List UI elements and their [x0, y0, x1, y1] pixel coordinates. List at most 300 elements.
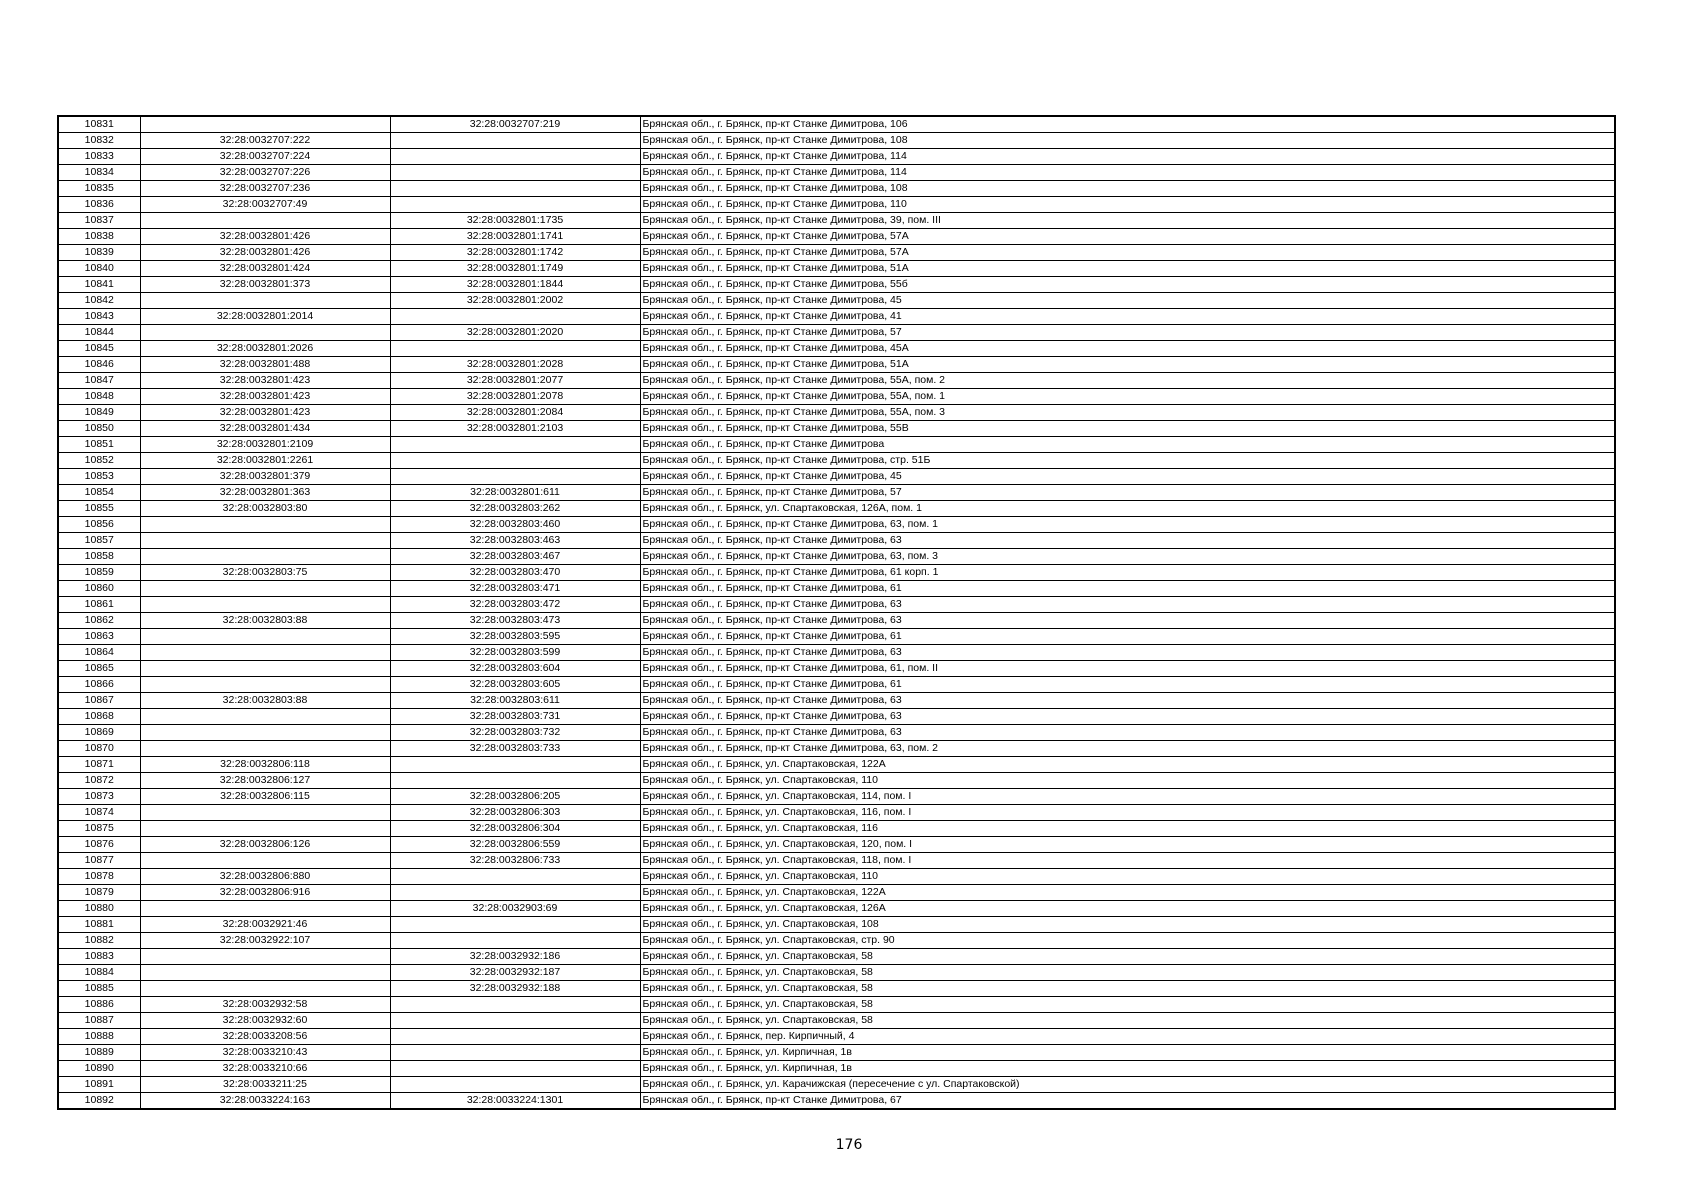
- row-number-cell: 10875: [58, 821, 140, 837]
- object-cadastral-cell: [390, 181, 640, 197]
- table-row: [58, 693, 1615, 709]
- address-cell: Брянская обл., г. Брянск, пр-кт Станке Димитрова, 55А, пом. 2: [640, 373, 1615, 389]
- address-cell: Брянская обл., г. Брянск, пр-кт Станке Димитрова, 108: [640, 133, 1615, 149]
- row-number-cell: 10862: [58, 613, 140, 629]
- row-number-cell: 10841: [58, 277, 140, 293]
- address-cell: Брянская обл., г. Брянск, ул. Спартаковская, 126А: [640, 901, 1615, 917]
- row-number-cell: 10874: [58, 805, 140, 821]
- row-number-cell: 10845: [58, 341, 140, 357]
- row-number-cell: 10880: [58, 901, 140, 917]
- address-cell: Брянская обл., г. Брянск, пр-кт Станке Димитрова, 51А: [640, 261, 1615, 277]
- object-cadastral-cell: [390, 1061, 640, 1077]
- object-cadastral-cell: 32:28:0032801:2084: [390, 405, 640, 421]
- row-number-cell: 10838: [58, 229, 140, 245]
- table-row: [58, 389, 1615, 405]
- land-plot-cadastral-cell: [140, 853, 390, 869]
- land-plot-cadastral-cell: 32:28:0032801:488: [140, 357, 390, 373]
- address-cell: Брянская обл., г. Брянск, ул. Спартаковская, 58: [640, 949, 1615, 965]
- row-number-cell: 10848: [58, 389, 140, 405]
- object-cadastral-cell: [390, 469, 640, 485]
- object-cadastral-cell: [390, 869, 640, 885]
- address-cell: Брянская обл., г. Брянск, пр-кт Станке Димитрова, 57А: [640, 245, 1615, 261]
- object-cadastral-cell: 32:28:0032932:188: [390, 981, 640, 997]
- row-number-cell: 10855: [58, 501, 140, 517]
- object-cadastral-cell: [390, 309, 640, 325]
- land-plot-cadastral-cell: 32:28:0032806:880: [140, 869, 390, 885]
- land-plot-cadastral-cell: [140, 581, 390, 597]
- table-row: [58, 821, 1615, 837]
- table-row: [58, 805, 1615, 821]
- object-cadastral-cell: [390, 1045, 640, 1061]
- row-number-cell: 10891: [58, 1077, 140, 1093]
- object-cadastral-cell: 32:28:0032803:732: [390, 725, 640, 741]
- object-cadastral-cell: 32:28:0032801:1741: [390, 229, 640, 245]
- object-cadastral-cell: 32:28:0032803:463: [390, 533, 640, 549]
- table-row: [58, 965, 1615, 981]
- row-number-cell: 10850: [58, 421, 140, 437]
- land-plot-cadastral-cell: [140, 965, 390, 981]
- address-cell: Брянская обл., г. Брянск, пр-кт Станке Димитрова, 114: [640, 149, 1615, 165]
- table-row: [58, 997, 1615, 1013]
- address-cell: Брянская обл., г. Брянск, пр-кт Станке Димитрова, 63, пом. 3: [640, 549, 1615, 565]
- row-number-cell: 10865: [58, 661, 140, 677]
- land-plot-cadastral-cell: [140, 325, 390, 341]
- object-cadastral-cell: 32:28:0032803:733: [390, 741, 640, 757]
- row-number-cell: 10831: [58, 116, 140, 133]
- address-cell: Брянская обл., г. Брянск, пр-кт Станке Димитрова, 63, пом. 2: [640, 741, 1615, 757]
- row-number-cell: 10854: [58, 485, 140, 501]
- land-plot-cadastral-cell: 32:28:0032806:115: [140, 789, 390, 805]
- land-plot-cadastral-cell: 32:28:0033210:66: [140, 1061, 390, 1077]
- table-row: [58, 229, 1615, 245]
- row-number-cell: 10858: [58, 549, 140, 565]
- table-row: [58, 917, 1615, 933]
- row-number-cell: 10851: [58, 437, 140, 453]
- row-number-cell: 10846: [58, 357, 140, 373]
- table-row: [58, 517, 1615, 533]
- row-number-cell: 10867: [58, 693, 140, 709]
- row-number-cell: 10877: [58, 853, 140, 869]
- row-number-cell: 10889: [58, 1045, 140, 1061]
- object-cadastral-cell: 32:28:0032806:559: [390, 837, 640, 853]
- land-plot-cadastral-cell: [140, 597, 390, 613]
- table-row: [58, 581, 1615, 597]
- object-cadastral-cell: 32:28:0032806:733: [390, 853, 640, 869]
- object-cadastral-cell: [390, 997, 640, 1013]
- row-number-cell: 10885: [58, 981, 140, 997]
- table-row: [58, 565, 1615, 581]
- row-number-cell: 10849: [58, 405, 140, 421]
- row-number-cell: 10873: [58, 789, 140, 805]
- object-cadastral-cell: 32:28:0032801:2078: [390, 389, 640, 405]
- land-plot-cadastral-cell: 32:28:0032801:426: [140, 245, 390, 261]
- row-number-cell: 10837: [58, 213, 140, 229]
- object-cadastral-cell: 32:28:0032803:605: [390, 677, 640, 693]
- object-cadastral-cell: 32:28:0032803:472: [390, 597, 640, 613]
- row-number-cell: 10881: [58, 917, 140, 933]
- address-cell: Брянская обл., г. Брянск, пр-кт Станке Димитрова, 45: [640, 469, 1615, 485]
- table-row: [58, 116, 1615, 133]
- row-number-cell: 10836: [58, 197, 140, 213]
- object-cadastral-cell: 32:28:0032806:205: [390, 789, 640, 805]
- table-row: [58, 757, 1615, 773]
- object-cadastral-cell: 32:28:0032803:731: [390, 709, 640, 725]
- address-cell: Брянская обл., г. Брянск, ул. Спартаковская, 110: [640, 773, 1615, 789]
- row-number-cell: 10882: [58, 933, 140, 949]
- address-cell: Брянская обл., г. Брянск, пр-кт Станке Димитрова, 57А: [640, 229, 1615, 245]
- row-number-cell: 10847: [58, 373, 140, 389]
- object-cadastral-cell: 32:28:0032801:2002: [390, 293, 640, 309]
- address-cell: Брянская обл., г. Брянск, пр-кт Станке Димитрова, 63: [640, 725, 1615, 741]
- land-plot-cadastral-cell: 32:28:0032932:60: [140, 1013, 390, 1029]
- address-cell: Брянская обл., г. Брянск, пр-кт Станке Димитрова, 63: [640, 645, 1615, 661]
- table-row: [58, 485, 1615, 501]
- object-cadastral-cell: 32:28:0032903:69: [390, 901, 640, 917]
- land-plot-cadastral-cell: [140, 533, 390, 549]
- object-cadastral-cell: 32:28:0032803:470: [390, 565, 640, 581]
- address-cell: Брянская обл., г. Брянск, пр-кт Станке Димитрова, 61, пом. II: [640, 661, 1615, 677]
- table-row: [58, 405, 1615, 421]
- row-number-cell: 10878: [58, 869, 140, 885]
- land-plot-cadastral-cell: [140, 949, 390, 965]
- land-plot-cadastral-cell: 32:28:0032707:226: [140, 165, 390, 181]
- address-cell: Брянская обл., г. Брянск, ул. Спартаковская, 58: [640, 1013, 1615, 1029]
- row-number-cell: 10892: [58, 1093, 140, 1110]
- table-row: [58, 453, 1615, 469]
- land-plot-cadastral-cell: [140, 741, 390, 757]
- land-plot-cadastral-cell: [140, 645, 390, 661]
- land-plot-cadastral-cell: 32:28:0032801:426: [140, 229, 390, 245]
- table-row: [58, 597, 1615, 613]
- land-plot-cadastral-cell: 32:28:0032801:379: [140, 469, 390, 485]
- land-plot-cadastral-cell: 32:28:0032707:224: [140, 149, 390, 165]
- object-cadastral-cell: 32:28:0032801:1735: [390, 213, 640, 229]
- land-plot-cadastral-cell: 32:28:0032806:127: [140, 773, 390, 789]
- object-cadastral-cell: 32:28:0032803:471: [390, 581, 640, 597]
- address-cell: Брянская обл., г. Брянск, пер. Кирпичный, 4: [640, 1029, 1615, 1045]
- address-cell: Брянская обл., г. Брянск, пр-кт Станке Димитрова, 63: [640, 533, 1615, 549]
- registry-table: [57, 115, 1616, 1110]
- land-plot-cadastral-cell: 32:28:0033211:25: [140, 1077, 390, 1093]
- row-number-cell: 10857: [58, 533, 140, 549]
- object-cadastral-cell: 32:28:0032803:460: [390, 517, 640, 533]
- table-row: [58, 261, 1615, 277]
- object-cadastral-cell: 32:28:0032806:304: [390, 821, 640, 837]
- land-plot-cadastral-cell: [140, 805, 390, 821]
- object-cadastral-cell: [390, 917, 640, 933]
- object-cadastral-cell: 32:28:0032806:303: [390, 805, 640, 821]
- land-plot-cadastral-cell: 32:28:0032801:423: [140, 389, 390, 405]
- address-cell: Брянская обл., г. Брянск, пр-кт Станке Димитрова, 55А, пом. 3: [640, 405, 1615, 421]
- row-number-cell: 10868: [58, 709, 140, 725]
- address-cell: Брянская обл., г. Брянск, ул. Спартаковская, 114, пом. I: [640, 789, 1615, 805]
- address-cell: Брянская обл., г. Брянск, пр-кт Станке Димитрова: [640, 437, 1615, 453]
- address-cell: Брянская обл., г. Брянск, пр-кт Станке Димитрова, стр. 51Б: [640, 453, 1615, 469]
- object-cadastral-cell: [390, 165, 640, 181]
- table-row: [58, 981, 1615, 997]
- table-row: [58, 197, 1615, 213]
- table-row: [58, 949, 1615, 965]
- object-cadastral-cell: 32:28:0032803:262: [390, 501, 640, 517]
- address-cell: Брянская обл., г. Брянск, пр-кт Станке Димитрова, 63: [640, 709, 1615, 725]
- table-row: [58, 645, 1615, 661]
- row-number-cell: 10840: [58, 261, 140, 277]
- land-plot-cadastral-cell: [140, 981, 390, 997]
- address-cell: Брянская обл., г. Брянск, пр-кт Станке Димитрова, 57: [640, 485, 1615, 501]
- row-number-cell: 10888: [58, 1029, 140, 1045]
- page-number: 176: [835, 1137, 863, 1153]
- table-row: [58, 421, 1615, 437]
- table-row: [58, 1093, 1615, 1110]
- row-number-cell: 10863: [58, 629, 140, 645]
- table-row: [58, 181, 1615, 197]
- land-plot-cadastral-cell: 32:28:0032922:107: [140, 933, 390, 949]
- land-plot-cadastral-cell: 32:28:0032801:423: [140, 405, 390, 421]
- land-plot-cadastral-cell: [140, 629, 390, 645]
- object-cadastral-cell: 32:28:0032801:1844: [390, 277, 640, 293]
- address-cell: Брянская обл., г. Брянск, пр-кт Станке Димитрова, 55б: [640, 277, 1615, 293]
- land-plot-cadastral-cell: 32:28:0032801:434: [140, 421, 390, 437]
- table-row: [58, 1045, 1615, 1061]
- row-number-cell: 10886: [58, 997, 140, 1013]
- table-row: [58, 629, 1615, 645]
- table-row: [58, 901, 1615, 917]
- object-cadastral-cell: [390, 757, 640, 773]
- table-row: [58, 661, 1615, 677]
- table-row: [58, 1013, 1615, 1029]
- land-plot-cadastral-cell: [140, 709, 390, 725]
- table-row: [58, 165, 1615, 181]
- object-cadastral-cell: [390, 1013, 640, 1029]
- row-number-cell: 10860: [58, 581, 140, 597]
- object-cadastral-cell: [390, 453, 640, 469]
- address-cell: Брянская обл., г. Брянск, ул. Кирпичная, 1в: [640, 1045, 1615, 1061]
- row-number-cell: 10866: [58, 677, 140, 693]
- table-row: [58, 1029, 1615, 1045]
- address-cell: Брянская обл., г. Брянск, пр-кт Станке Димитрова, 41: [640, 309, 1615, 325]
- object-cadastral-cell: 32:28:0032801:1742: [390, 245, 640, 261]
- land-plot-cadastral-cell: 32:28:0032803:75: [140, 565, 390, 581]
- object-cadastral-cell: 32:28:0032801:2103: [390, 421, 640, 437]
- address-cell: Брянская обл., г. Брянск, ул. Спартаковская, 58: [640, 997, 1615, 1013]
- row-number-cell: 10853: [58, 469, 140, 485]
- table-row: [58, 277, 1615, 293]
- address-cell: Брянская обл., г. Брянск, пр-кт Станке Димитрова, 110: [640, 197, 1615, 213]
- row-number-cell: 10887: [58, 1013, 140, 1029]
- land-plot-cadastral-cell: [140, 116, 390, 133]
- object-cadastral-cell: 32:28:0032803:467: [390, 549, 640, 565]
- address-cell: Брянская обл., г. Брянск, пр-кт Станке Димитрова, 61: [640, 581, 1615, 597]
- land-plot-cadastral-cell: 32:28:0032801:2014: [140, 309, 390, 325]
- object-cadastral-cell: [390, 149, 640, 165]
- row-number-cell: 10870: [58, 741, 140, 757]
- address-cell: Брянская обл., г. Брянск, пр-кт Станке Димитрова, 63, пом. 1: [640, 517, 1615, 533]
- table-row: [58, 837, 1615, 853]
- object-cadastral-cell: 32:28:0032801:2020: [390, 325, 640, 341]
- land-plot-cadastral-cell: 32:28:0032806:126: [140, 837, 390, 853]
- row-number-cell: 10843: [58, 309, 140, 325]
- land-plot-cadastral-cell: 32:28:0032803:80: [140, 501, 390, 517]
- object-cadastral-cell: 32:28:0032801:1749: [390, 261, 640, 277]
- address-cell: Брянская обл., г. Брянск, ул. Спартаковская, стр. 90: [640, 933, 1615, 949]
- address-cell: Брянская обл., г. Брянск, пр-кт Станке Димитрова, 45: [640, 293, 1615, 309]
- land-plot-cadastral-cell: 32:28:0032801:2026: [140, 341, 390, 357]
- row-number-cell: 10833: [58, 149, 140, 165]
- table-row: [58, 149, 1615, 165]
- object-cadastral-cell: [390, 1077, 640, 1093]
- object-cadastral-cell: [390, 341, 640, 357]
- table-row: [58, 677, 1615, 693]
- table-row: [58, 709, 1615, 725]
- object-cadastral-cell: [390, 1029, 640, 1045]
- row-number-cell: 10872: [58, 773, 140, 789]
- address-cell: Брянская обл., г. Брянск, ул. Спартаковская, 116, пом. I: [640, 805, 1615, 821]
- table-row: [58, 213, 1615, 229]
- row-number-cell: 10835: [58, 181, 140, 197]
- land-plot-cadastral-cell: 32:28:0032801:2109: [140, 437, 390, 453]
- land-plot-cadastral-cell: 32:28:0032801:423: [140, 373, 390, 389]
- table-row: [58, 245, 1615, 261]
- address-cell: Брянская обл., г. Брянск, ул. Спартаковская, 126А, пом. 1: [640, 501, 1615, 517]
- land-plot-cadastral-cell: [140, 213, 390, 229]
- row-number-cell: 10869: [58, 725, 140, 741]
- address-cell: Брянская обл., г. Брянск, пр-кт Станке Димитрова, 51А: [640, 357, 1615, 373]
- address-cell: Брянская обл., г. Брянск, пр-кт Станке Димитрова, 45А: [640, 341, 1615, 357]
- land-plot-cadastral-cell: 32:28:0032801:373: [140, 277, 390, 293]
- land-plot-cadastral-cell: 32:28:0032707:222: [140, 133, 390, 149]
- object-cadastral-cell: 32:28:0032801:611: [390, 485, 640, 501]
- address-cell: Брянская обл., г. Брянск, ул. Спартаковская, 58: [640, 981, 1615, 997]
- table-row: [58, 437, 1615, 453]
- object-cadastral-cell: 32:28:0032803:599: [390, 645, 640, 661]
- address-cell: Брянская обл., г. Брянск, пр-кт Станке Димитрова, 55А, пом. 1: [640, 389, 1615, 405]
- registry-table-body: [58, 116, 1615, 1109]
- row-number-cell: 10842: [58, 293, 140, 309]
- table-row: [58, 533, 1615, 549]
- row-number-cell: 10864: [58, 645, 140, 661]
- address-cell: Брянская обл., г. Брянск, пр-кт Станке Димитрова, 63: [640, 613, 1615, 629]
- row-number-cell: 10879: [58, 885, 140, 901]
- land-plot-cadastral-cell: 32:28:0032803:88: [140, 693, 390, 709]
- land-plot-cadastral-cell: 32:28:0032806:916: [140, 885, 390, 901]
- object-cadastral-cell: [390, 773, 640, 789]
- land-plot-cadastral-cell: [140, 677, 390, 693]
- object-cadastral-cell: [390, 885, 640, 901]
- table-row: [58, 549, 1615, 565]
- table-row: [58, 133, 1615, 149]
- object-cadastral-cell: 32:28:0032803:595: [390, 629, 640, 645]
- row-number-cell: 10890: [58, 1061, 140, 1077]
- table-row: [58, 1077, 1615, 1093]
- address-cell: Брянская обл., г. Брянск, пр-кт Станке Димитрова, 55В: [640, 421, 1615, 437]
- land-plot-cadastral-cell: 32:28:0032801:424: [140, 261, 390, 277]
- row-number-cell: 10844: [58, 325, 140, 341]
- row-number-cell: 10884: [58, 965, 140, 981]
- row-number-cell: 10883: [58, 949, 140, 965]
- land-plot-cadastral-cell: [140, 661, 390, 677]
- object-cadastral-cell: 32:28:0032801:2077: [390, 373, 640, 389]
- address-cell: Брянская обл., г. Брянск, пр-кт Станке Димитрова, 39, пом. III: [640, 213, 1615, 229]
- row-number-cell: 10876: [58, 837, 140, 853]
- row-number-cell: 10834: [58, 165, 140, 181]
- address-cell: Брянская обл., г. Брянск, пр-кт Станке Димитрова, 114: [640, 165, 1615, 181]
- row-number-cell: 10861: [58, 597, 140, 613]
- table-row: [58, 789, 1615, 805]
- row-number-cell: 10871: [58, 757, 140, 773]
- table-row: [58, 869, 1615, 885]
- row-number-cell: 10832: [58, 133, 140, 149]
- table-row: [58, 309, 1615, 325]
- land-plot-cadastral-cell: 32:28:0033208:56: [140, 1029, 390, 1045]
- address-cell: Брянская обл., г. Брянск, ул. Спартаковская, 116: [640, 821, 1615, 837]
- address-cell: Брянская обл., г. Брянск, пр-кт Станке Димитрова, 61 корп. 1: [640, 565, 1615, 581]
- address-cell: Брянская обл., г. Брянск, ул. Карачижская (пересечение с ул. Спартаковской): [640, 1077, 1615, 1093]
- object-cadastral-cell: 32:28:0032803:611: [390, 693, 640, 709]
- object-cadastral-cell: [390, 933, 640, 949]
- row-number-cell: 10839: [58, 245, 140, 261]
- table-row: [58, 469, 1615, 485]
- object-cadastral-cell: 32:28:0032801:2028: [390, 357, 640, 373]
- table-row: [58, 357, 1615, 373]
- address-cell: Брянская обл., г. Брянск, ул. Спартаковская, 58: [640, 965, 1615, 981]
- address-cell: Брянская обл., г. Брянск, пр-кт Станке Димитрова, 108: [640, 181, 1615, 197]
- table-row: [58, 341, 1615, 357]
- address-cell: Брянская обл., г. Брянск, пр-кт Станке Димитрова, 106: [640, 116, 1615, 133]
- object-cadastral-cell: 32:28:0032932:187: [390, 965, 640, 981]
- object-cadastral-cell: [390, 437, 640, 453]
- table-row: [58, 1061, 1615, 1077]
- object-cadastral-cell: 32:28:0032803:604: [390, 661, 640, 677]
- land-plot-cadastral-cell: [140, 821, 390, 837]
- object-cadastral-cell: [390, 133, 640, 149]
- address-cell: Брянская обл., г. Брянск, ул. Спартаковская, 122А: [640, 757, 1615, 773]
- land-plot-cadastral-cell: [140, 517, 390, 533]
- land-plot-cadastral-cell: 32:28:0032707:236: [140, 181, 390, 197]
- object-cadastral-cell: [390, 197, 640, 213]
- object-cadastral-cell: 32:28:0032932:186: [390, 949, 640, 965]
- address-cell: Брянская обл., г. Брянск, ул. Спартаковская, 122А: [640, 885, 1615, 901]
- land-plot-cadastral-cell: [140, 901, 390, 917]
- object-cadastral-cell: 32:28:0032707:219: [390, 116, 640, 133]
- address-cell: Брянская обл., г. Брянск, пр-кт Станке Димитрова, 61: [640, 629, 1615, 645]
- table-row: [58, 293, 1615, 309]
- land-plot-cadastral-cell: 32:28:0033210:43: [140, 1045, 390, 1061]
- land-plot-cadastral-cell: [140, 549, 390, 565]
- land-plot-cadastral-cell: 32:28:0033224:163: [140, 1093, 390, 1110]
- land-plot-cadastral-cell: 32:28:0032921:46: [140, 917, 390, 933]
- table-row: [58, 613, 1615, 629]
- table-row: [58, 325, 1615, 341]
- table-row: [58, 853, 1615, 869]
- land-plot-cadastral-cell: 32:28:0032707:49: [140, 197, 390, 213]
- table-row: [58, 741, 1615, 757]
- table-row: [58, 885, 1615, 901]
- land-plot-cadastral-cell: 32:28:0032806:118: [140, 757, 390, 773]
- object-cadastral-cell: 32:28:0033224:1301: [390, 1093, 640, 1110]
- address-cell: Брянская обл., г. Брянск, ул. Спартаковская, 108: [640, 917, 1615, 933]
- address-cell: Брянская обл., г. Брянск, ул. Спартаковская, 110: [640, 869, 1615, 885]
- row-number-cell: 10852: [58, 453, 140, 469]
- address-cell: Брянская обл., г. Брянск, ул. Кирпичная, 1в: [640, 1061, 1615, 1077]
- row-number-cell: 10856: [58, 517, 140, 533]
- address-cell: Брянская обл., г. Брянск, пр-кт Станке Димитрова, 67: [640, 1093, 1615, 1110]
- address-cell: Брянская обл., г. Брянск, пр-кт Станке Димитрова, 63: [640, 597, 1615, 613]
- address-cell: Брянская обл., г. Брянск, пр-кт Станке Димитрова, 61: [640, 677, 1615, 693]
- address-cell: Брянская обл., г. Брянск, пр-кт Станке Димитрова, 63: [640, 693, 1615, 709]
- table-row: [58, 725, 1615, 741]
- address-cell: Брянская обл., г. Брянск, ул. Спартаковская, 118, пом. I: [640, 853, 1615, 869]
- address-cell: Брянская обл., г. Брянск, ул. Спартаковская, 120, пом. I: [640, 837, 1615, 853]
